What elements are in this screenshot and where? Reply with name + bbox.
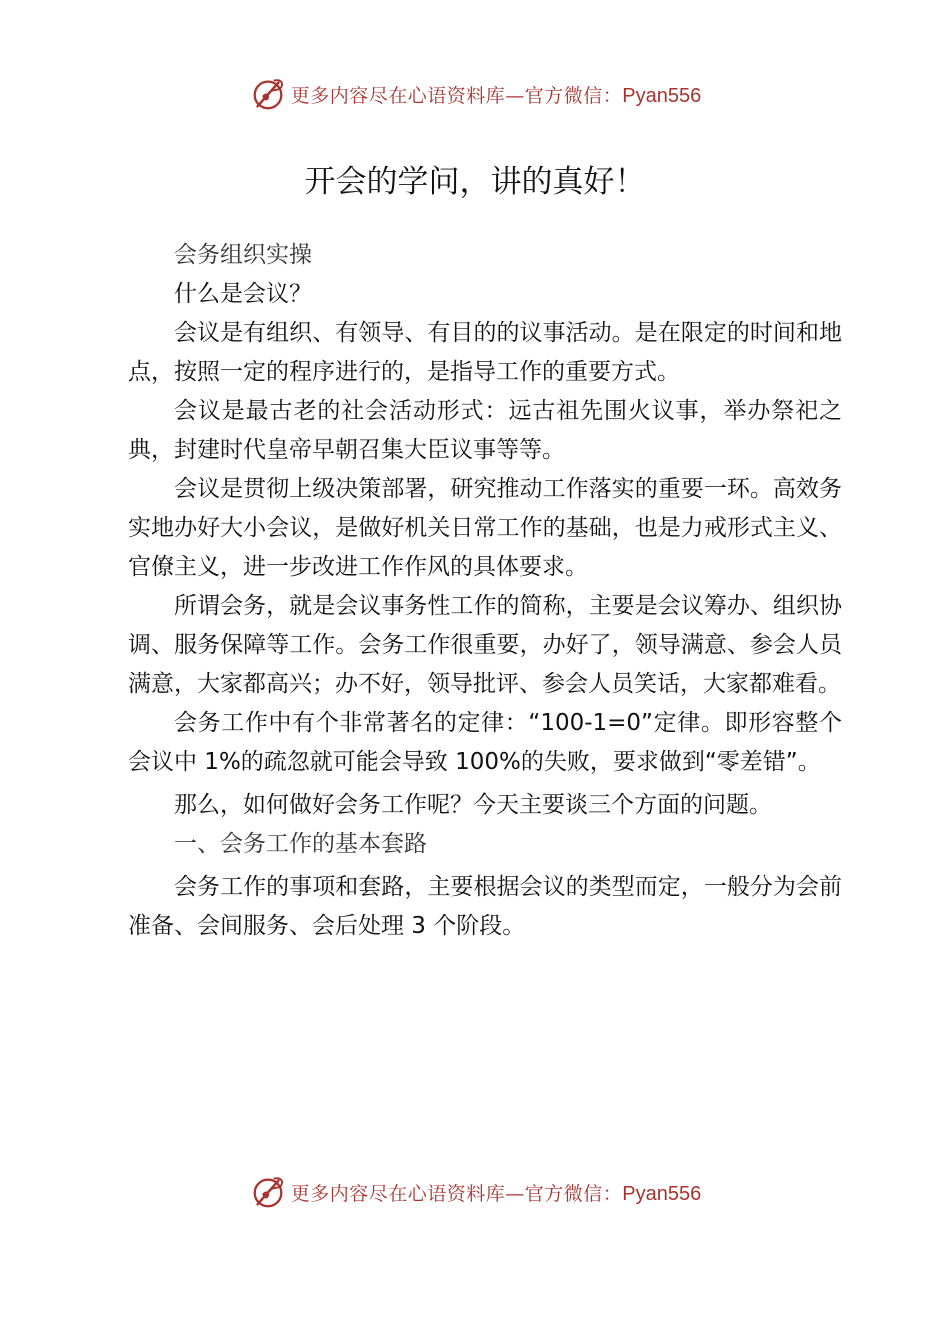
document-body: [128, 236, 842, 946]
paragraph: 什么是会议？: [174, 281, 312, 307]
quill-circle-logo-icon: [249, 75, 287, 113]
section-label: 会务组织实操: [174, 242, 312, 268]
section-heading: 一、会务工作的基本套路: [174, 831, 427, 857]
paragraph: 会务工作中有个非常著名的定律：“100-1=0”定律。即形容整个会议中 1%的疏忽就可能会导致 100%的失败，要求做到“零差错”。: [128, 710, 842, 775]
paragraph: 会务工作的事项和套路，主要根据会议的类型而定，一般分为会前准备、会间服务、会后处理 3 个阶段。: [128, 874, 842, 939]
footer-banner: [0, 1170, 950, 1214]
wechat-id: Pyan556: [622, 84, 702, 107]
header-banner: [0, 72, 950, 116]
document-title: 开会的学问，讲的真好！: [304, 164, 646, 200]
paragraph: 会议是最古老的社会活动形式：远古祖先围火议事，举办祭祀之典，封建时代皇帝早朝召集大臣议事等等。: [128, 398, 842, 463]
paragraph: 会议是有组织、有领导、有目的的议事活动。是在限定的时间和地点，按照一定的程序进行的，是指导工作的重要方式。: [128, 320, 842, 385]
quill-circle-logo-icon: [249, 1173, 287, 1211]
wechat-id: Pyan556: [622, 1182, 702, 1205]
paragraph: 那么，如何做好会务工作呢？今天主要谈三个方面的问题。: [174, 792, 772, 818]
paragraph: 会议是贯彻上级决策部署，研究推动工作落实的重要一环。高效务实地办好大小会议，是做好机关日常工作的基础，也是力戒形式主义、官僚主义，进一步改进工作作风的具体要求。: [128, 476, 842, 580]
header-banner-content: [249, 75, 701, 113]
footer-banner-text: 更多内容尽在心语资料库—官方微信：Pyan556: [290, 1182, 702, 1205]
footer-banner-content: [249, 1173, 701, 1211]
paragraph: 所谓会务，就是会议事务性工作的简称，主要是会议筹办、组织协调、服务保障等工作。会务工作很重要，办好了，领导满意、参会人员满意，大家都高兴；办不好，领导批评、参会人员笑话，大家都难看。: [128, 593, 842, 697]
header-banner-text: 更多内容尽在心语资料库—官方微信：Pyan556: [290, 84, 702, 107]
